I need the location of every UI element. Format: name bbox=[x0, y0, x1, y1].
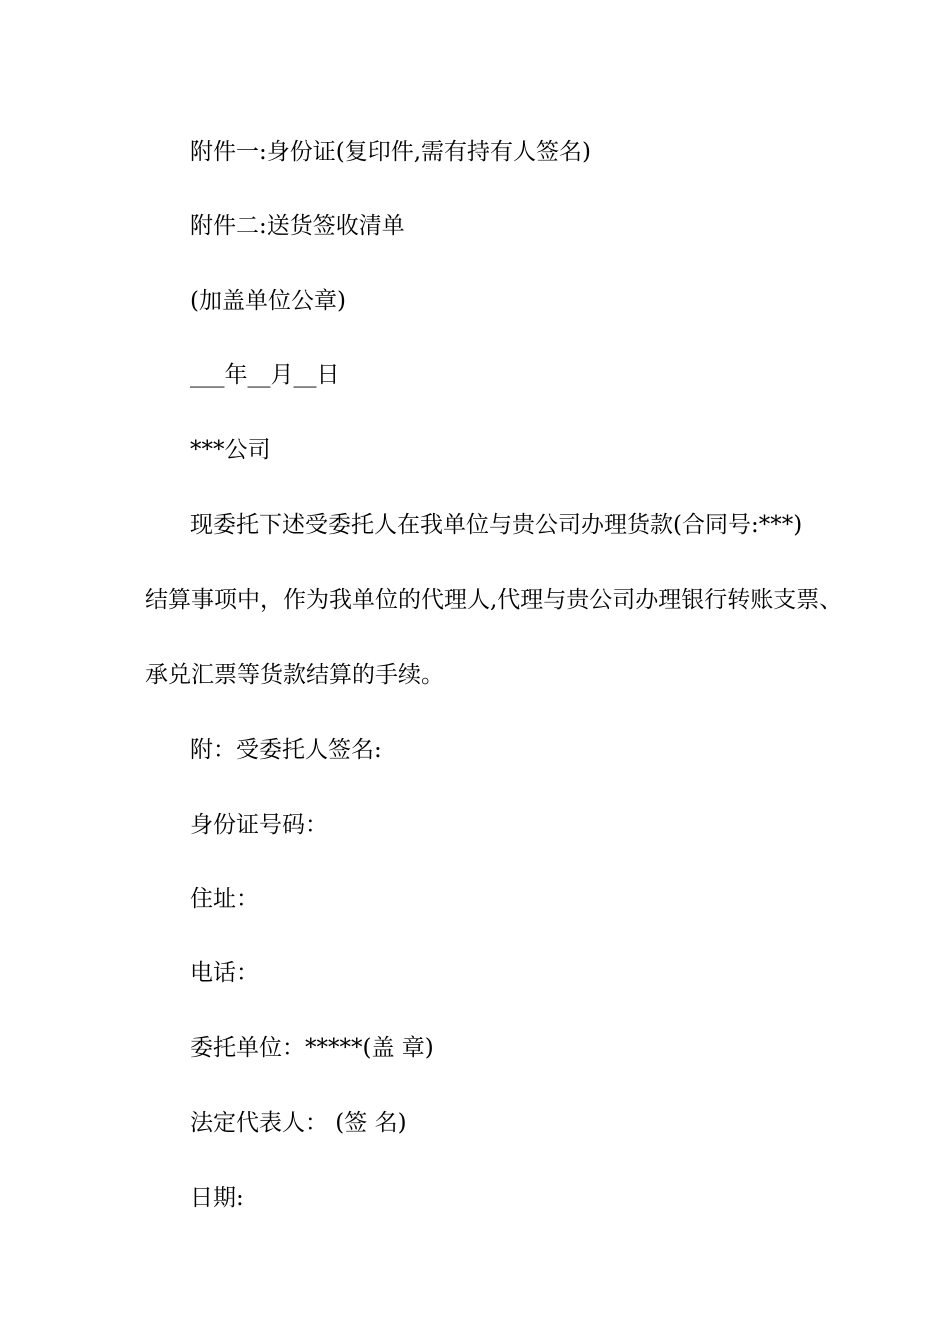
attachment-1-line: 附件一:身份证(复印件,需有持有人签名) bbox=[190, 139, 592, 165]
paragraph-line-1: 现委托下述受委托人在我单位与贵公司办理货款(合同号:***) bbox=[190, 512, 803, 538]
date-blank-line: ___年__月__日 bbox=[190, 362, 340, 388]
seal-note-line: (加盖单位公章) bbox=[190, 288, 346, 314]
legal-representative-line: 法定代表人： (签 名) bbox=[190, 1110, 407, 1136]
attachment-2-line: 附件二:送货签收清单 bbox=[190, 213, 405, 239]
id-number-line: 身份证号码： bbox=[190, 812, 328, 838]
phone-line: 电话： bbox=[190, 960, 259, 986]
addressee-line: ***公司 bbox=[190, 437, 271, 463]
paragraph-line-3: 承兑汇票等货款结算的手续。 bbox=[145, 662, 444, 688]
date-line: 日期: bbox=[190, 1185, 244, 1211]
agent-signature-line: 附：受委托人签名: bbox=[190, 737, 382, 763]
entrusting-unit-line: 委托单位：*****(盖 章) bbox=[190, 1035, 434, 1061]
paragraph-line-2: 结算事项中，作为我单位的代理人,代理与贵公司办理银行转账支票、 bbox=[145, 587, 843, 613]
address-line: 住址： bbox=[190, 886, 259, 912]
